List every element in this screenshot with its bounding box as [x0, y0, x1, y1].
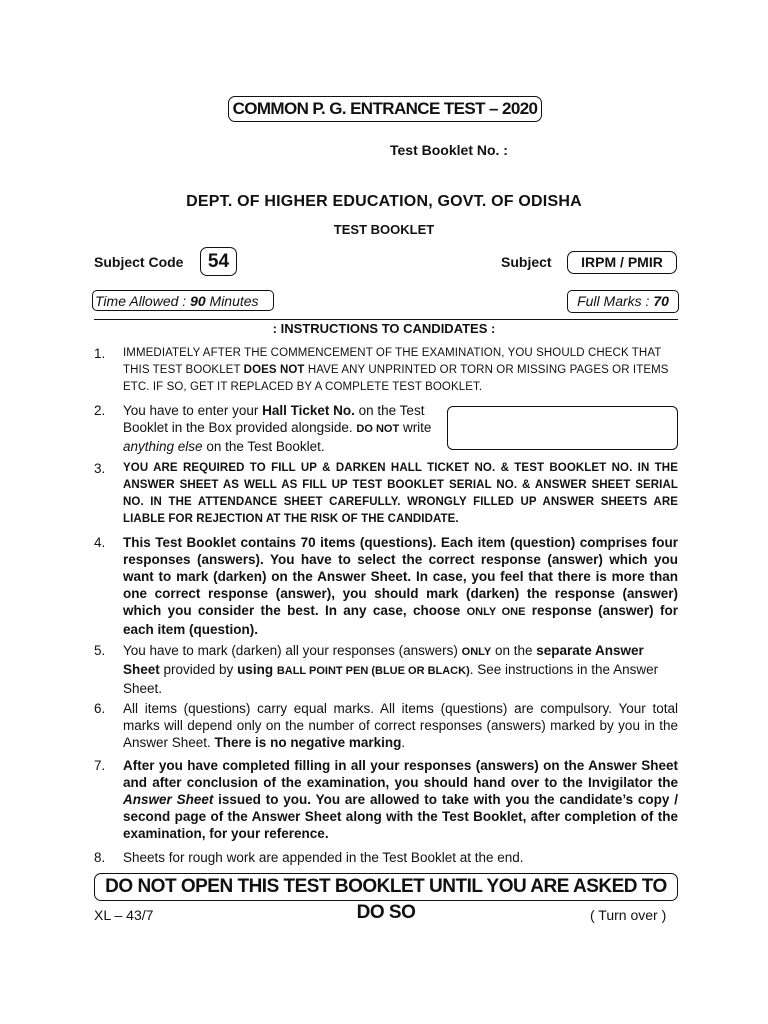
- item-text: You have to mark (darken) all your responses (answers) ONLY on the separate Answer Sheet provided by using BALL POINT PEN (BLUE OR BLACK). See instructions in the Answer Sheet.: [123, 643, 659, 696]
- item-number: 2.: [94, 403, 106, 418]
- item-number: 1.: [94, 346, 106, 361]
- item-text: Sheets for rough work are appended in the Test Booklet at the end.: [123, 850, 524, 865]
- item-text: YOU ARE REQUIRED TO FILL UP & DARKEN HALL TICKET NO. & TEST BOOKLET NO. IN THE ANSWER SHEET AS WELL AS FILL UP TEST BOOKLET SERIAL NO. & ANSWER SHEET SERIAL NO. IN THE ATTENDANCE SHEET CAREFULLY. WRONGLY FILLED UP ANSWER SHEETS ARE LIABLE FOR REJECTION AT THE RISK OF THE CANDIDATE.: [123, 462, 678, 525]
- instruction-item-5: [94, 642, 678, 697]
- full-marks-value: 70: [653, 293, 669, 309]
- divider: [94, 319, 678, 320]
- turn-over-note: ( Turn over ): [590, 907, 667, 923]
- instruction-item-4: [94, 534, 678, 638]
- time-allowed-label: Time Allowed :: [95, 293, 187, 309]
- item-number: 6.: [94, 701, 106, 716]
- do-not-open-warning: DO NOT OPEN THIS TEST BOOKLET UNTIL YOU ARE ASKED TO DO SO: [94, 873, 678, 901]
- subject-code-label: Subject Code: [94, 254, 184, 270]
- hall-ticket-box[interactable]: [447, 406, 678, 450]
- instruction-item-1: [94, 345, 678, 396]
- instruction-item-6: [94, 700, 678, 751]
- booklet-code: XL – 43/7: [94, 907, 154, 923]
- instruction-item-3: [94, 460, 678, 528]
- test-booklet-no-label: Test Booklet No. :: [390, 142, 508, 158]
- item-number: 4.: [94, 535, 106, 550]
- time-allowed-unit: Minutes: [209, 293, 259, 309]
- instruction-item-7: [94, 757, 678, 842]
- department-heading: DEPT. OF HIGHER EDUCATION, GOVT. OF ODISHA: [186, 193, 582, 210]
- time-allowed-value: 90: [190, 293, 206, 309]
- item-text: You have to enter your Hall Ticket No. on the Test Booklet in the Box provided alongside. DO NOT write anything else on the Test Booklet.: [123, 403, 432, 454]
- item-text: After you have completed filling in all your responses (answers) on the Answer Sheet and after conclusion of the examination, you should hand over to the Invigilator the Answer Sheet issued to you. You are allowed to take with you the candidate’s copy / second page of the Answer Sheet along with the Test Booklet, after completion of the examination, for your reference.: [123, 758, 678, 841]
- instruction-item-8: [94, 849, 678, 866]
- test-booklet-heading: TEST BOOKLET: [333, 222, 435, 237]
- item-text: This Test Booklet contains 70 items (questions). Each item (question) comprises four responses (answers). You have to select the correct response (answer) which you want to mark (darken) on the Answer Sheet. In case, you feel that there is more than one correct response (answer), you should mark (darken) the response (answer) which you consider the best. In any case, choose ONLY ONE response (answer) for each item (question).: [123, 535, 678, 637]
- subject-label: Subject: [501, 254, 552, 270]
- item-text: IMMEDIATELY AFTER THE COMMENCEMENT OF THE EXAMINATION, YOU SHOULD CHECK THAT THIS TEST BOOKLET DOES NOT HAVE ANY UNPRINTED OR TORN OR MISSING PAGES OR ITEMS ETC. IF SO, GET IT REPLACED BY A COMPLETE TEST BOOKLET.: [123, 347, 669, 393]
- item-text: All items (questions) carry equal marks. All items (questions) are compulsory. Your total marks will depend only on the number of correct responses (answers) marked by you in the Answer Sheet. There is no negative marking.: [123, 701, 678, 750]
- item-number: 7.: [94, 758, 106, 773]
- item-number: 3.: [94, 461, 106, 476]
- subject-value: IRPM / PMIR: [567, 251, 677, 274]
- instruction-item-2: [94, 402, 446, 455]
- full-marks: [567, 290, 679, 313]
- full-marks-label: Full Marks :: [577, 293, 650, 309]
- exam-title: COMMON P. G. ENTRANCE TEST – 2020: [228, 96, 542, 122]
- item-number: 8.: [94, 850, 106, 865]
- subject-code-value: 54: [200, 247, 237, 276]
- time-allowed: [92, 290, 274, 311]
- item-number: 5.: [94, 643, 106, 658]
- instructions-heading: : INSTRUCTIONS TO CANDIDATES :: [272, 321, 496, 336]
